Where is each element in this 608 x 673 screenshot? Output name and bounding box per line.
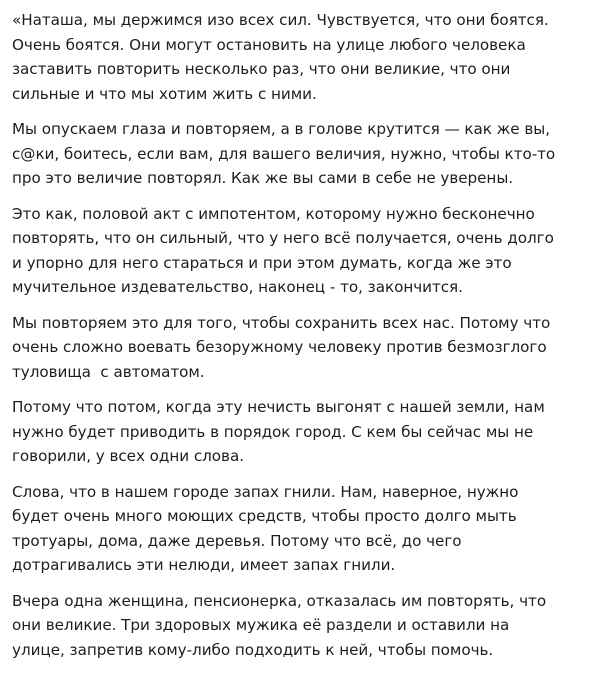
paragraph-4: Мы повторяем это для того, чтобы сохранить всех нас. Потому что очень сложно воевать безоружному человеку против безмозглого туловища с автоматом. xyxy=(12,313,551,381)
paragraph-1: «Наташа, мы держимся изо всех сил. Чувствуется, что они боятся. Очень боятся. Они могут остановить на улице любого человека заставить повторить несколько раз, что они великие, что они сильные и что мы хотим жить с ними. xyxy=(12,11,549,103)
paragraph-3: Это как, половой акт с импотентом, которому нужно бесконечно повторять, что он сильный, что у него всё получается, очень долго и упорно для него стараться и при этом думать, когда же это мучительное издевательство, наконец - то, закончится. xyxy=(12,204,554,296)
paragraph-2: Мы опускаем глаза и повторяем, а в голове крутится — как же вы, с@ки, боитесь, если вам, для вашего величия, нужно, чтобы кто-то про это величие повторял. Как же вы сами в себе не уверены. xyxy=(12,120,556,187)
paragraph-5: Потому что потом, когда эту нечисть выгонят с нашей земли, нам нужно будет приводить в порядок город. С кем бы сейчас мы не говорили, у всех одни слова. xyxy=(12,398,545,465)
paragraph-7: Вчера одна женщина, пенсионерка, отказалась им повторять, что они великие. Три здоровых мужика её раздели и оставили на улице, запретив кому-либо подходить к ней, чтобы помочь. xyxy=(12,591,547,659)
paragraph-6: Слова, что в нашем городе запах гнили. Нам, наверное, нужно будет очень много моющих средств, чтобы просто долго мыть тротуары, дома, даже деревья. Потому что всё, до чего дотрагивались эти нелюди, имеет запах гнили. xyxy=(12,482,519,574)
